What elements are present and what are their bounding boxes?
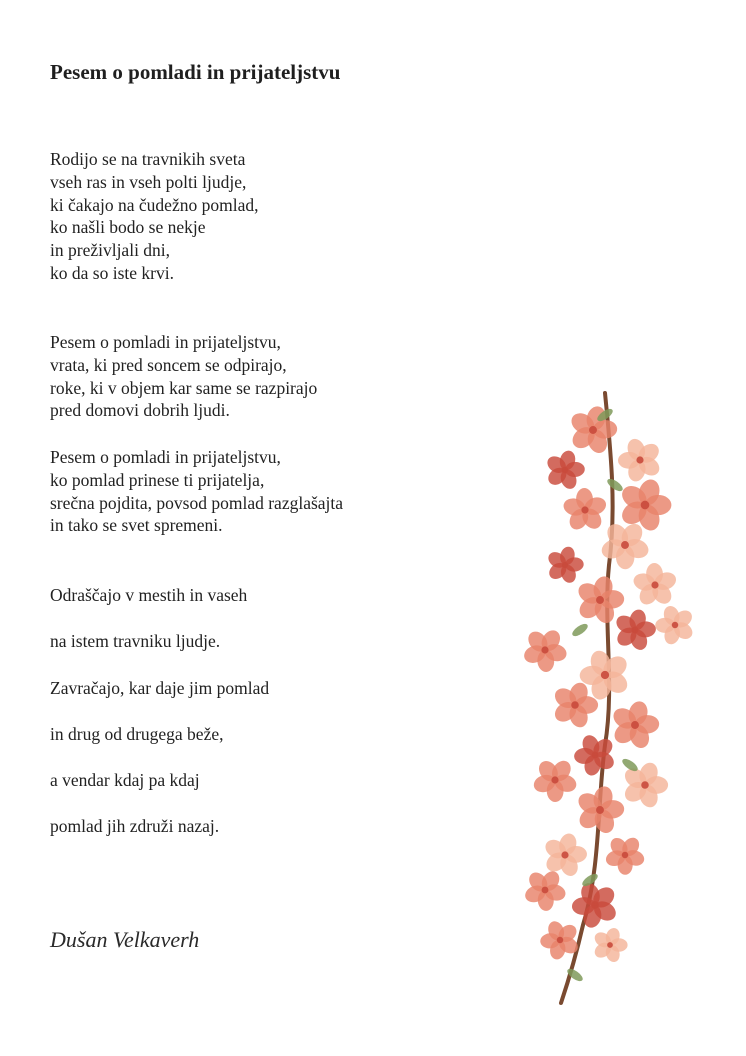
poem-line: vseh ras in vseh polti ljudje, xyxy=(50,171,247,192)
flower-center xyxy=(562,467,568,473)
flower-center xyxy=(641,781,649,789)
flower-center xyxy=(636,456,643,463)
flower-center xyxy=(562,562,568,568)
poem-line: ko našli bodo se nekje xyxy=(50,217,206,238)
flower-center xyxy=(622,852,628,858)
stanza-1 xyxy=(50,148,258,285)
poem-line: ko pomlad prinese ti prijatelja, xyxy=(50,469,265,490)
flower-center xyxy=(651,581,658,588)
stanza-2 xyxy=(50,331,317,422)
flower-center xyxy=(621,541,629,549)
flower-center xyxy=(561,851,568,858)
poem-line: ko da so iste krvi. xyxy=(50,262,174,283)
flower-center xyxy=(601,671,609,679)
flower-center xyxy=(632,627,639,634)
poem-line: Rodijo se na travnikih sveta xyxy=(50,149,246,169)
poem-line: Pesem o pomladi in prijateljstvu, xyxy=(50,447,281,467)
poem-line: in drug od drugega beže, xyxy=(50,724,224,744)
leaf xyxy=(605,477,624,494)
flower-center xyxy=(596,596,604,604)
leaf xyxy=(570,622,589,639)
poem-line: roke, ki v objem kar same se razpirajo xyxy=(50,377,318,398)
poem-line: Odraščajo v mestih in vaseh xyxy=(50,585,248,605)
flower-center xyxy=(596,806,604,814)
flower-center xyxy=(589,426,597,434)
poem-line: vrata, ki pred soncem se odpirajo, xyxy=(50,354,287,375)
poem-title: Pesem o pomladi in prijateljstvu xyxy=(50,60,341,84)
poem-line: Pesem o pomladi in prijateljstvu, xyxy=(50,332,281,352)
flower-center xyxy=(542,887,549,894)
flower-center xyxy=(571,701,579,709)
author-signature: Dušan Velkaverh xyxy=(50,927,200,952)
flower-center xyxy=(541,646,548,653)
poem-line: Zavračajo, kar daje jim pomlad xyxy=(50,678,270,698)
flower-center xyxy=(592,752,599,759)
flower-center xyxy=(557,937,563,943)
poem-line: pred domovi dobrih ljudi. xyxy=(50,400,230,421)
poem-line: na istem travniku ljudje. xyxy=(50,631,221,651)
flower-center xyxy=(672,622,678,628)
flower-center xyxy=(607,942,613,948)
flower-branch-illustration xyxy=(505,385,715,1010)
flower-center xyxy=(581,506,588,513)
flower-center xyxy=(641,501,650,510)
poem-line: pomlad jih združi nazaj. xyxy=(50,816,220,836)
flower-center xyxy=(551,776,558,783)
poem-line: a vendar kdaj pa kdaj xyxy=(50,770,200,790)
poem-line: srečna pojdita, povsod pomlad razglašajta xyxy=(50,492,344,513)
stanza-3 xyxy=(50,446,343,537)
poem-line: ki čakajo na čudežno pomlad, xyxy=(50,194,259,215)
flower-center xyxy=(631,721,639,729)
poem-line: in tako se svet spremeni. xyxy=(50,515,223,536)
flower-center xyxy=(591,901,599,909)
poem-line: in preživljali dni, xyxy=(50,240,171,261)
